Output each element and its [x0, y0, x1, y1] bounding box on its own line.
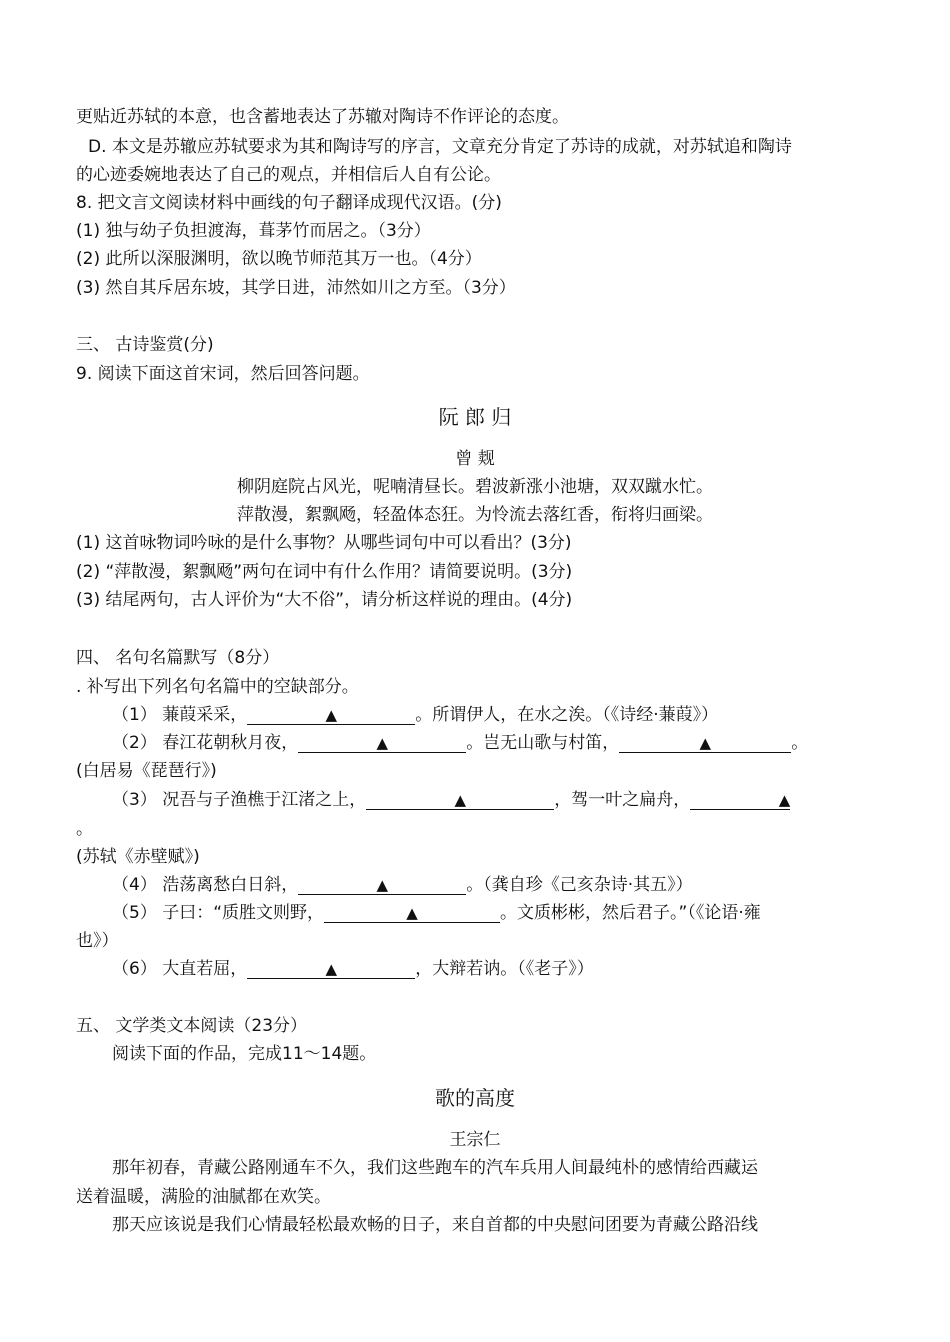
triangle-mark: ▲ [325, 960, 337, 978]
recitation-item-3 [112, 789, 790, 811]
recitation-item-4 [112, 874, 693, 896]
item-5-text-a: （5） 子曰：“质胜文则野， [112, 903, 325, 923]
answer-blank[interactable] [298, 734, 466, 753]
item-4-text-b: 。（龚自珍《己亥杂诗·其五》） [466, 875, 693, 895]
item-2-text-a: （2） 春江花朝秋月夜， [112, 733, 299, 753]
item-4-text-a: （4） 浩荡离愁白日斜， [112, 875, 299, 895]
question-9-sub-3: (3) 结尾两句，古人评价为“大不俗”，请分析这样说的理由。(4分) [76, 590, 573, 610]
section-5-heading: 五、 文学类文本阅读（23分） [76, 1016, 308, 1036]
question-8-item-1: (1) 独与幼子负担渡海，葺茅竹而居之。（3分） [76, 221, 431, 241]
item-6-text-a: （6） 大直若屈， [112, 959, 248, 979]
question-8-title: 8. 把文言文阅读材料中画线的句子翻译成现代汉语。(分) [76, 193, 502, 213]
question-8-item-3: (3) 然自其斥居东坡，其学日进，沛然如川之方至。（3分） [76, 278, 516, 298]
answer-blank[interactable] [690, 791, 790, 810]
triangle-mark: ▲ [454, 791, 466, 809]
section-4-intro: . 补写出下列名句名篇中的空缺部分。 [76, 677, 359, 697]
article-para-2-line-1: 那天应该说是我们心情最轻松最欢畅的日子，来自首都的中央慰问团要为青藏公路沿线 [112, 1215, 758, 1235]
recitation-item-2 [112, 732, 808, 754]
triangle-mark: ▲ [406, 904, 418, 922]
item-2-source: (白居易《琵琶行》) [76, 761, 217, 781]
article-para-1-line-2: 送着温暖，满脸的油腻都在欢笑。 [76, 1187, 331, 1207]
poem-line-1: 柳阴庭院占风光，呢喃清昼长。碧波新涨小池塘，双双蹴水忙。 [237, 477, 713, 497]
triangle-mark: ▲ [699, 734, 711, 752]
answer-blank[interactable] [619, 734, 791, 753]
question-9-sub-1: (1) 这首咏物词吟咏的是什么事物？从哪些词句中可以看出？(3分) [76, 533, 572, 553]
answer-blank[interactable] [247, 706, 415, 725]
article-title: 歌的高度 [435, 1086, 515, 1110]
recitation-item-5 [112, 902, 761, 924]
question-9-sub-2: (2) “萍散漫，絮飘飏”两句在词中有什么作用？请简要说明。(3分) [76, 562, 573, 582]
answer-blank[interactable] [298, 876, 466, 895]
section-4-heading: 四、 名句名篇默写（8分） [76, 648, 280, 668]
item-3-text-b: ，驾一叶之扁舟， [554, 790, 691, 810]
section-3-heading: 三、 古诗鉴赏(分) [76, 335, 214, 355]
section-5-intro: 阅读下面的作品，完成11～14题。 [112, 1044, 377, 1064]
recitation-item-6 [112, 958, 594, 980]
item-5-end: 也》） [76, 931, 119, 951]
poem-title: 阮 郎 归 [438, 405, 512, 429]
triangle-mark: ▲ [376, 734, 388, 752]
answer-blank[interactable] [324, 904, 500, 923]
triangle-mark: ▲ [376, 876, 388, 894]
item-3-end: 。 [76, 819, 93, 839]
item-5-text-b: 。文质彬彬，然后君子。”（《论语·雍 [500, 903, 761, 923]
triangle-mark: ▲ [325, 706, 337, 724]
article-para-1-line-1: 那年初春，青藏公路刚通车不久，我们这些跑车的汽车兵用人间最纯朴的感情给西藏运 [112, 1158, 758, 1178]
answer-blank[interactable] [247, 960, 415, 979]
item-6-text-b: ，大辩若讷。（《老子》） [415, 959, 594, 979]
item-3-source: (苏轼《赤壁赋》) [76, 847, 200, 867]
item-2-text-b: 。岂无山歌与村笛， [466, 733, 620, 753]
question-8-item-2: (2) 此所以深服渊明，欲以晚节师范其万一也。（4分） [76, 249, 482, 269]
poem-line-2: 萍散漫，絮飘飏，轻盈体态狂。为怜流去落红香，衔将归画梁。 [237, 505, 713, 525]
option-d-line2: 的心迹委婉地表达了自己的观点，并相信后人自有公论。 [76, 165, 501, 185]
item-2-text-c: 。 [791, 733, 809, 753]
item-1-text-a: （1） 蒹葭采采， [112, 705, 248, 725]
answer-blank[interactable] [366, 791, 554, 810]
option-d-line1: D. 本文是苏辙应苏轼要求为其和陶诗写的序言，文章充分肯定了苏诗的成就，对苏轼追和陶诗 [88, 137, 792, 157]
option-c-continuation: 更贴近苏轼的本意，也含蓄地表达了苏辙对陶诗不作评论的态度。 [76, 107, 569, 127]
poem-author: 曾 觌 [455, 449, 495, 469]
article-author: 王宗仁 [449, 1130, 501, 1150]
triangle-mark: ▲ [778, 791, 791, 809]
recitation-item-1 [112, 704, 718, 726]
item-1-text-b: 。所谓伊人，在水之涘。（《诗经·蒹葭》） [415, 705, 719, 725]
question-9-title: 9. 阅读下面这首宋词，然后回答问题。 [76, 364, 370, 384]
item-3-text-a: （3） 况吾与子渔樵于江渚之上， [112, 790, 367, 810]
